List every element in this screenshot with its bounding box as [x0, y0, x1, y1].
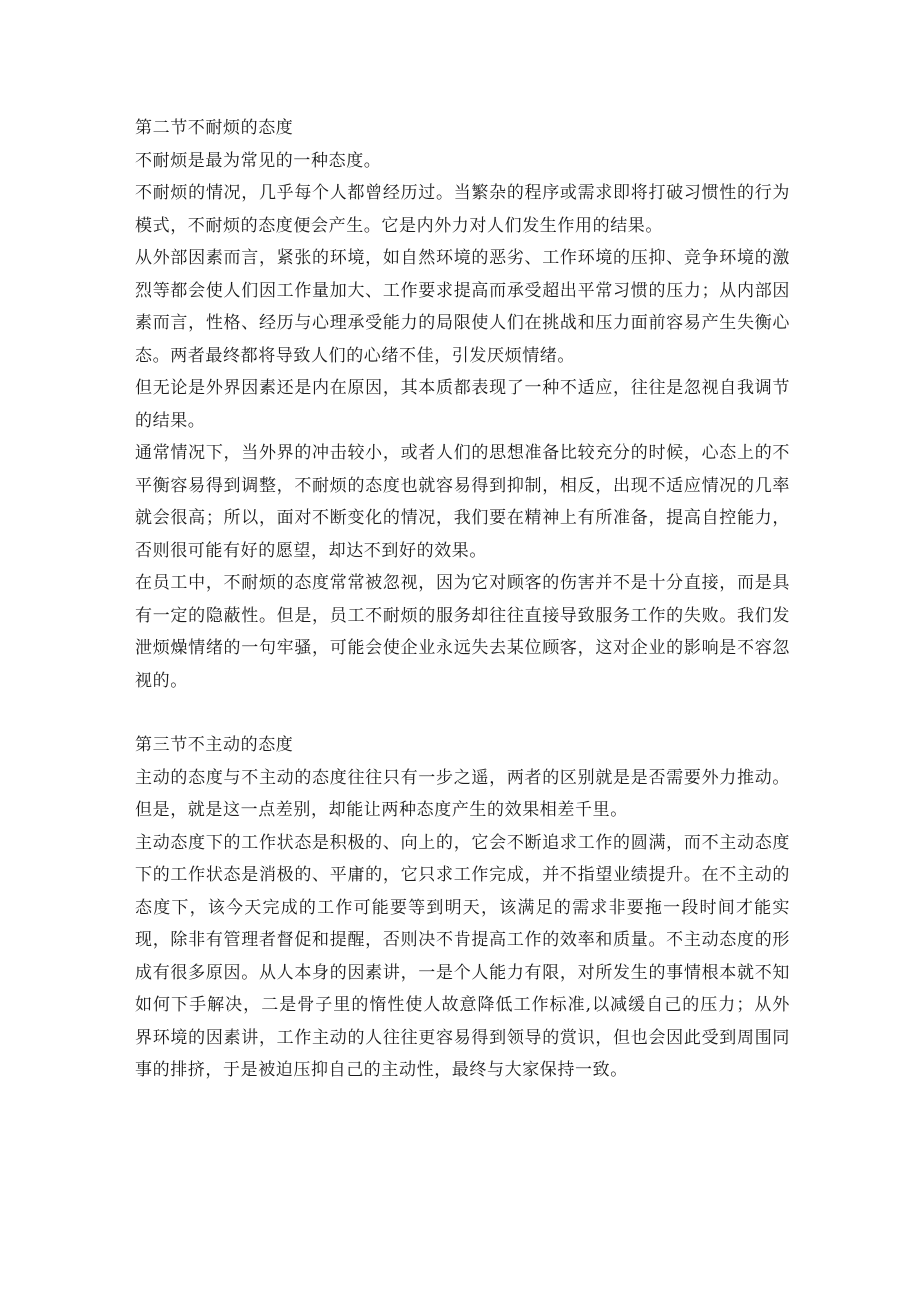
paragraph: 从外部因素而言，紧张的环境，如自然环境的恶劣、工作环境的压抑、竞争环境的激烈等都会使人们因工作量加大、工作要求提高而承受超出平常习惯的压力；从内部因素而言，性格、经历与心理承受能力的局限使人们在挑战和压力面前容易产生失衡心态。两者最终都将导致人们的心绪不佳，引发厌烦情绪。 [135, 248, 790, 366]
section-impatient-attitude [135, 112, 790, 697]
paragraph: 在员工中，不耐烦的态度常常被忽视，因为它对顾客的伤害并不是十分直接，而是具有一定的隐蔽性。但是，员工不耐烦的服务却往往直接导致服务工作的失败。我们发泄烦燥情绪的一句牢骚，可能会使企业永远失去某位顾客，这对企业的影响是不容忽视的。 [135, 573, 790, 691]
paragraph: 不耐烦是最为常见的一种态度。 [135, 150, 382, 171]
paragraph: 主动的态度与不主动的态度往往只有一步之遥，两者的区别就是是否需要外力推动。但是，就是这一点差别，却能让两种态度产生的效果相差千里。 [135, 767, 790, 820]
paragraph: 通常情况下，当外界的冲击较小，或者人们的思想准备比较充分的时候，心态上的不平衡容易得到调整，不耐烦的态度也就容易得到抑制，相反，出现不适应情况的几率就会很高；所以，面对不断变化的情况，我们要在精神上有所准备，提高自控能力，否则很可能有好的愿望，却达不到好的效果。 [135, 443, 790, 561]
document-page [135, 112, 790, 1087]
paragraph: 但无论是外界因素还是内在原因，其本质都表现了一种不适应，往往是忽视自我调节的结果。 [135, 378, 790, 431]
paragraph: 主动态度下的工作状态是积极的、向上的，它会不断追求工作的圆满，而不主动态度下的工作状态是消极的、平庸的，它只求工作完成，并不指望业绩提升。在不主动的态度下，该今天完成的工作可能要等到明天，该满足的需求非要拖一段时间才能实现，除非有管理者督促和提醒，否则决不肯提高工作的效率和质量。不主动态度的形成有很多原因。从人本身的因素讲，一是个人能力有限，对所发生的事情根本就不知如何下手解决，二是骨子里的惰性使人故意降低工作标准,以减缓自己的压力；从外界环境的因素讲，工作主动的人往往更容易得到领导的赏识，但也会因此受到周围同事的排挤，于是被迫压抑自己的主动性，最终与大家保持一致。 [135, 832, 790, 1080]
section-title: 第二节不耐烦的态度 [135, 118, 294, 138]
section-passive-attitude [135, 729, 790, 1087]
paragraph: 不耐烦的情况，几乎每个人都曾经历过。当繁杂的程序或需求即将打破习惯性的行为模式，不耐烦的态度便会产生。它是内外力对人们发生作用的结果。 [135, 183, 790, 236]
section-title: 第三节不主动的态度 [135, 735, 294, 755]
